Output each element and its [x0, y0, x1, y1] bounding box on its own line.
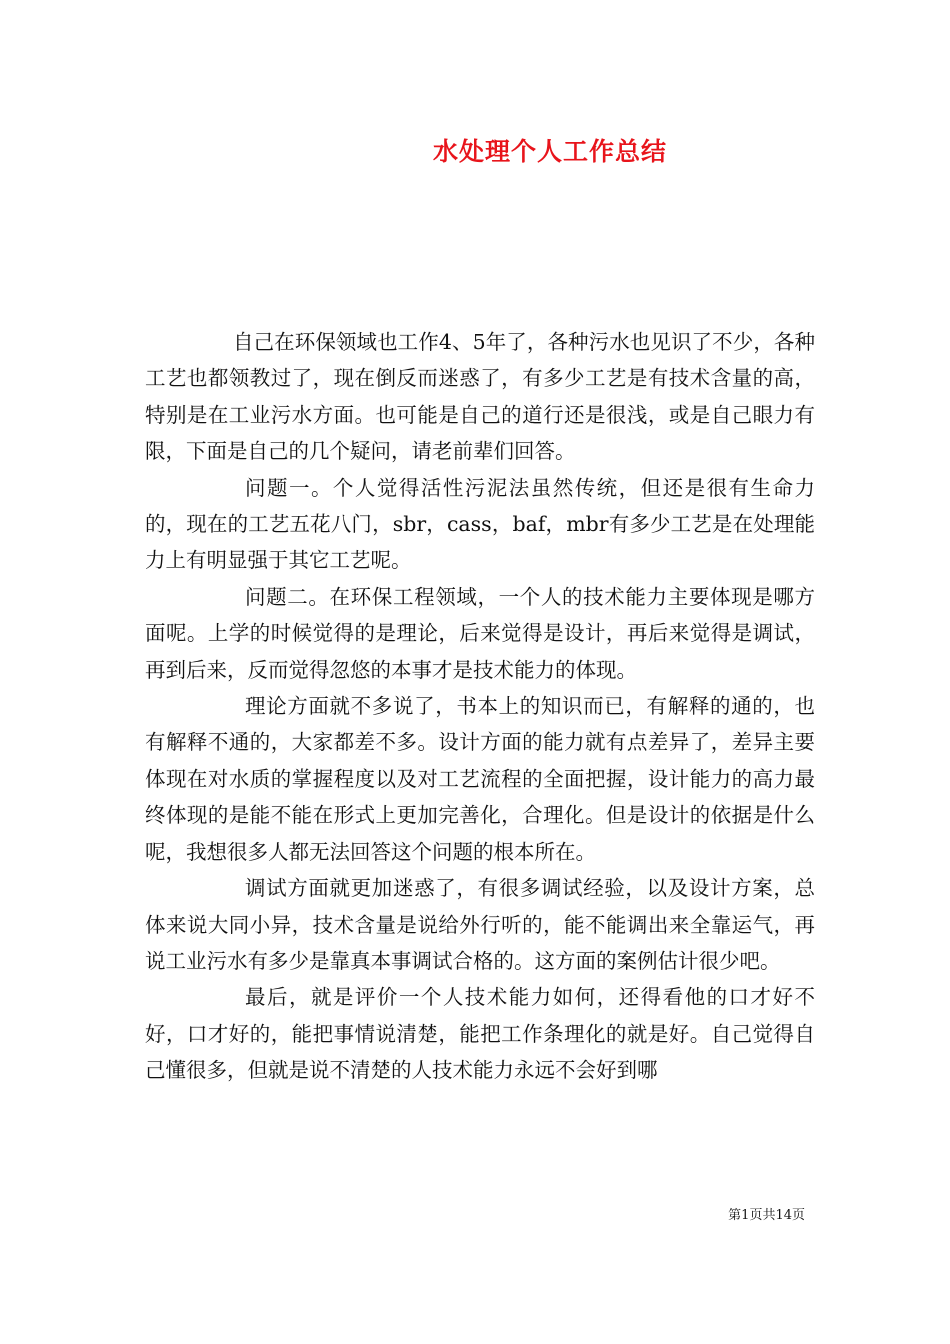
- paragraph-question-one: 问题一。个人觉得活性污泥法虽然传统，但还是很有生命力的，现在的工艺五花八门，sbr，cass，baf，mbr有多少工艺是在处理能力上有明显强于其它工艺呢。: [145, 475, 815, 573]
- document-body: [145, 324, 815, 1089]
- paragraph-debugging: 调试方面就更加迷惑了，有很多调试经验，以及设计方案，总体来说大同小异，技术含量是说给外行听的，能不能调出来全靠运气，再说工业污水有多少是靠真本事调试合格的。这方面的案例估计很少吧。: [145, 876, 815, 973]
- paragraph-question-two: 问题二。在环保工程领域，一个人的技术能力主要体现是哪方面呢。上学的时候觉得的是理论，后来觉得是设计，再后来觉得是调试，再到后来，反而觉得忽悠的本事才是技术能力的体现。: [145, 584, 815, 682]
- document-title: 水处理个人工作总结: [432, 137, 667, 166]
- paragraph-theory-design: 理论方面就不多说了，书本上的知识而已，有解释的通的，也有解释不通的，大家都差不多。设计方面的能力就有点差异了，差异主要体现在对水质的掌握程度以及对工艺流程的全面把握，设计能力的高力最终体现的是能不能在形式上更加完善化，合理化。但是设计的依据是什么呢，我想很多人都无法回答这个问题的根本所在。: [145, 694, 815, 864]
- paragraph-intro: 自己在环保领域也工作4、5年了，各种污水也见识了不少，各种工艺也都领教过了，现在倒反而迷惑了，有多少工艺是有技术含量的高，特别是在工业污水方面。也可能是自己的道行还是很浅，或是自己眼力有限，下面是自己的几个疑问，请老前辈们回答。: [145, 330, 815, 464]
- paragraph-conclusion: 最后，就是评价一个人技术能力如何，还得看他的口才好不好，口才好的，能把事情说清楚，能把工作条理化的就是好。自己觉得自己懂很多，但就是说不清楚的人技术能力永远不会好到哪: [145, 985, 815, 1083]
- page-number-footer: 第1页共14页: [728, 1208, 805, 1223]
